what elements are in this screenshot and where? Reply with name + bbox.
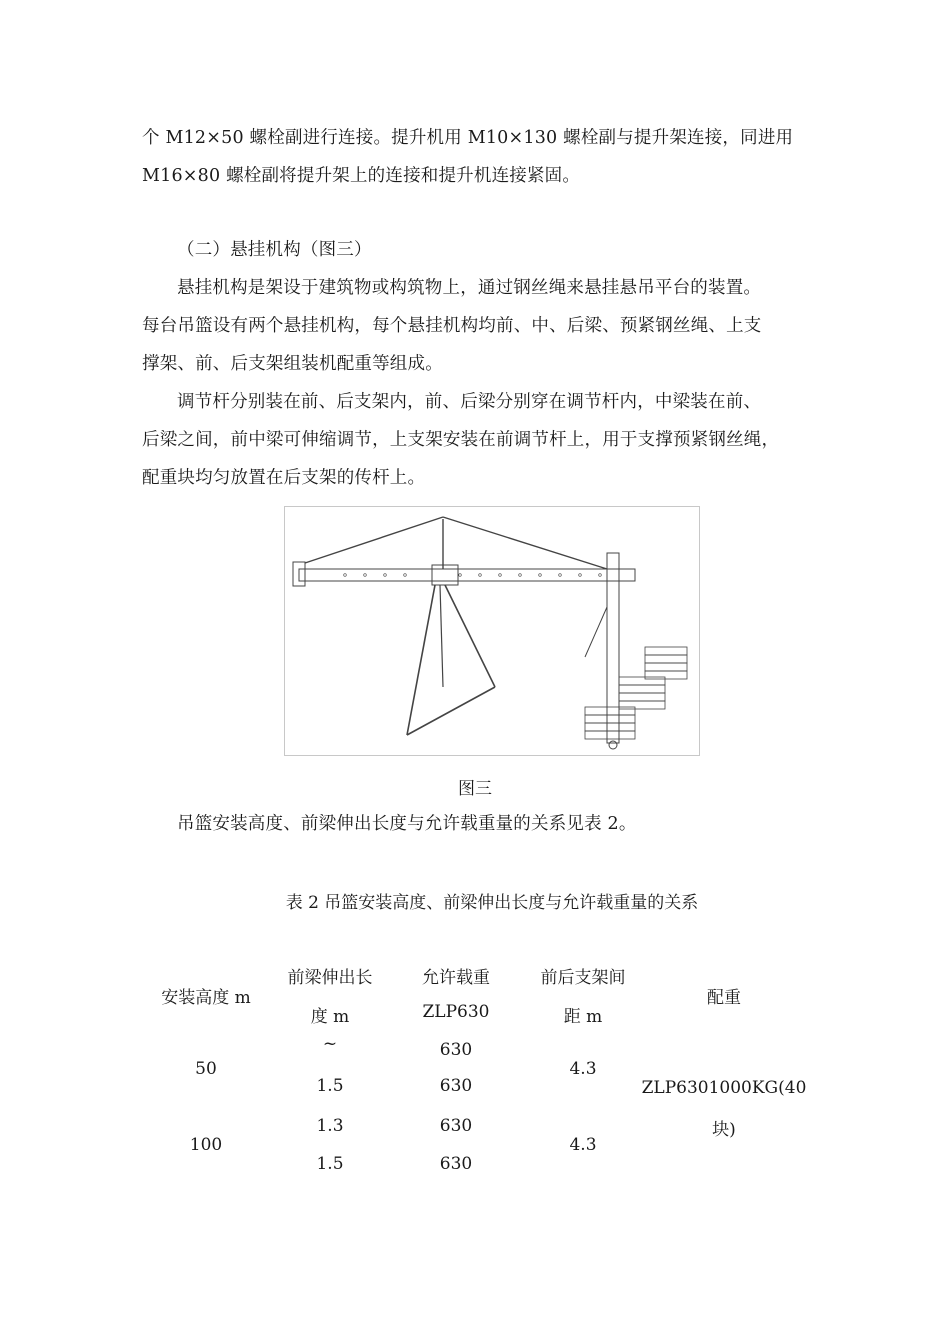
counterweight-stacks	[585, 647, 687, 739]
front-leg-left	[407, 585, 435, 735]
header-install-height: 安装高度 m	[161, 988, 251, 1008]
row-1-height: 50	[195, 1059, 217, 1079]
row-1-distance: 4.3	[569, 1059, 597, 1079]
row-2-height: 100	[189, 1135, 223, 1155]
paragraph-2-line-3: 撑架、前、后支架组装机配重等组成。	[142, 354, 443, 374]
row-2-extend-1: 1.3	[316, 1116, 344, 1136]
row-2-distance: 4.3	[569, 1135, 597, 1155]
paragraph-3-line-2: 后梁之间，前中梁可伸缩调节，上支架安装在前调节杆上，用于支撑预紧钢丝绳，	[142, 430, 780, 450]
paragraph-3-line-3: 配重块均匀放置在后支架的传杆上。	[142, 468, 426, 488]
table-title: 表 2 吊篮安装高度、前梁伸出长度与允许载重量的关系	[285, 893, 699, 913]
table-reference-sentence: 吊篮安装高度、前梁伸出长度与允许载重量的关系见表 2。	[177, 814, 637, 834]
front-leg-right	[445, 585, 495, 687]
paragraph-3-line-1: 调节杆分别装在前、后支架内，前、后梁分别穿在调节杆内，中梁装在前、	[177, 392, 762, 412]
header-distance-line-1: 前后支架间	[540, 968, 626, 988]
suspension-mechanism-drawing	[285, 507, 699, 755]
header-counterweight: 配重	[707, 988, 741, 1008]
header-extend-line-1: 前梁伸出长	[287, 968, 373, 988]
row-1-load-2: 630	[439, 1076, 473, 1096]
row-1-extend-1: ~	[322, 1034, 338, 1054]
section-heading: （二）悬挂机构（图三）	[177, 240, 372, 260]
figure-caption: 图三	[458, 779, 492, 799]
suspension-mechanism-figure	[284, 506, 700, 756]
header-extend-line-2: 度 m	[310, 1007, 350, 1027]
row-2-load-1: 630	[439, 1116, 473, 1136]
header-load-line-2: ZLP630	[422, 1002, 490, 1022]
beam-holes	[344, 574, 602, 577]
counterweight-line-1: ZLP6301000KG(40	[641, 1078, 807, 1098]
paragraph-1-line-2: M16×80 螺栓副将提升架上的连接和提升机连接紧固。	[142, 166, 581, 186]
rear-wire-rope	[305, 517, 443, 563]
paragraph-2-line-1: 悬挂机构是架设于建筑物或构筑物上，通过钢丝绳来悬挂悬吊平台的装置。	[177, 278, 762, 298]
main-beam-shape	[299, 569, 635, 581]
row-2-load-2: 630	[439, 1154, 473, 1174]
row-1-load-1: 630	[439, 1040, 473, 1060]
header-distance-line-2: 距 m	[563, 1007, 603, 1027]
paragraph-2-line-2: 每台吊篮设有两个悬挂机构，每个悬挂机构均前、中、后梁、预紧钢丝绳、上支	[142, 316, 762, 336]
front-wire-rope	[443, 517, 607, 569]
rear-brace	[585, 607, 607, 657]
counterweight-line-2: 块)	[712, 1120, 736, 1140]
row-1-extend-2: 1.5	[316, 1076, 344, 1096]
header-load-line-1: 允许载重	[422, 968, 490, 988]
row-2-extend-2: 1.5	[316, 1154, 344, 1174]
front-leg-center	[440, 585, 443, 687]
caster-wheel	[609, 741, 617, 749]
middle-clamp-shape	[432, 565, 458, 585]
front-base-brace	[407, 687, 495, 735]
paragraph-1-line-1: 个 M12×50 螺栓副进行连接。提升机用 M10×130 螺栓副与提升架连接，同进用	[142, 128, 794, 148]
